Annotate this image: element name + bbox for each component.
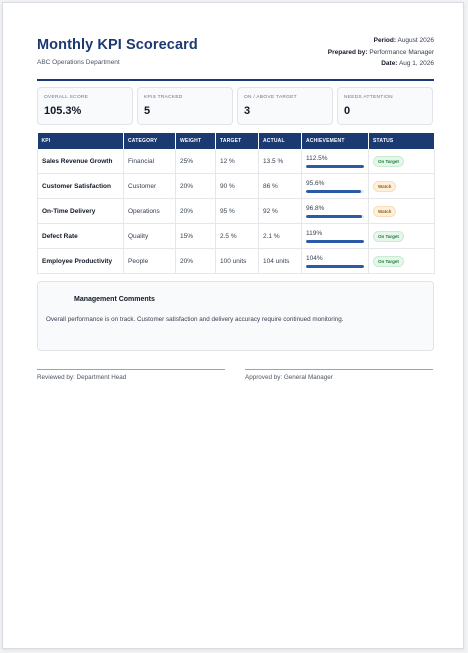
kpi-achievement: [302, 224, 369, 249]
column-header-achievement: ACHIEVEMENT: [302, 133, 369, 149]
comments-body: Overall performance is on track. Customer satisfaction and delivery accuracy require continued monitoring.: [46, 316, 344, 323]
kpi-achievement: [302, 249, 369, 274]
kpi-actual: 86 %: [259, 174, 302, 199]
achievement-bar-fill: [306, 240, 364, 243]
kpi-weight: 20%: [176, 199, 216, 224]
achievement-bar-fill: [306, 215, 362, 218]
kpi-name: Customer Satisfaction: [38, 174, 124, 199]
kpi-table: [37, 133, 435, 274]
summary-card-on-target: [237, 87, 333, 125]
date-line: [328, 58, 434, 70]
scorecard-page: [2, 2, 464, 649]
period-line: [328, 35, 434, 47]
summary-card-value: 105.3%: [44, 105, 82, 117]
kpi-category: Quality: [124, 224, 176, 249]
period-label: Period:: [373, 37, 397, 44]
summary-card-kpis-tracked: [137, 87, 233, 125]
kpi-achievement: [302, 174, 369, 199]
status-badge: On Target: [373, 256, 404, 267]
kpi-weight: 25%: [176, 149, 216, 174]
kpi-achievement: [302, 199, 369, 224]
kpi-status: [369, 199, 435, 224]
kpi-category: Operations: [124, 199, 176, 224]
date-value: Aug 1, 2026: [398, 60, 434, 67]
summary-cards: [37, 87, 434, 125]
kpi-name: Sales Revenue Growth: [38, 149, 124, 174]
kpi-name: Defect Rate: [38, 224, 124, 249]
summary-card-overall-score: [37, 87, 133, 125]
achievement-value: 96.8%: [306, 204, 325, 212]
comments-title: Management Comments: [74, 296, 155, 303]
kpi-actual: 104 units: [259, 249, 302, 274]
kpi-weight: 15%: [176, 224, 216, 249]
signature-approved-label: Approved by: General Manager: [245, 374, 333, 381]
achievement-bar: [306, 215, 364, 218]
column-header-target: TARGET: [216, 133, 259, 149]
prepared-value: Performance Manager: [369, 48, 434, 56]
summary-card-label: OVERALL SCORE: [44, 95, 89, 100]
status-badge: On Target: [373, 231, 404, 242]
signature-approved: [245, 369, 433, 381]
kpi-target: 95 %: [216, 199, 259, 224]
table-header-row: [38, 133, 435, 149]
report-header: [35, 33, 434, 79]
kpi-category: Financial: [124, 149, 176, 174]
kpi-target: 12 %: [216, 149, 259, 174]
kpi-name: Employee Productivity: [38, 249, 124, 274]
kpi-weight: 20%: [176, 174, 216, 199]
kpi-status: [369, 174, 435, 199]
prepared-label: Prepared by:: [327, 48, 368, 56]
date-label: Date:: [381, 60, 398, 67]
achievement-bar-fill: [306, 265, 364, 268]
achievement-value: 112.5%: [306, 154, 328, 162]
kpi-status: [369, 249, 435, 274]
period-value: August 2026: [397, 37, 434, 44]
management-comments: [37, 281, 434, 351]
summary-card-needs-attention: [337, 87, 433, 125]
summary-card-value: 0: [344, 105, 351, 117]
column-header-kpi: KPI: [38, 133, 124, 149]
achievement-bar: [306, 265, 364, 268]
status-badge: Watch: [373, 206, 396, 217]
kpi-weight: 20%: [176, 249, 216, 274]
signature-reviewed: [37, 369, 225, 381]
kpi-target: 2.5 %: [216, 224, 259, 249]
report-meta: [328, 35, 434, 70]
header-divider: [37, 79, 434, 81]
kpi-actual: 13.5 %: [259, 149, 302, 174]
table-row: [38, 174, 435, 199]
achievement-bar-fill: [306, 165, 364, 168]
achievement-bar-fill: [306, 190, 361, 193]
column-header-actual: ACTUAL: [259, 133, 302, 149]
achievement-bar: [306, 165, 364, 168]
summary-card-value: 3: [244, 105, 251, 117]
table-row: [38, 249, 435, 274]
kpi-actual: 92 %: [259, 199, 302, 224]
signature-reviewed-label: Reviewed by: Department Head: [37, 374, 127, 381]
kpi-category: People: [124, 249, 176, 274]
column-header-status: STATUS: [369, 133, 435, 149]
achievement-bar: [306, 240, 364, 243]
kpi-category: Customer: [124, 174, 176, 199]
summary-card-label: NEEDS ATTENTION: [344, 95, 393, 100]
summary-card-value: 5: [144, 105, 151, 117]
column-header-category: CATEGORY: [124, 133, 176, 149]
prepared-line: [328, 47, 434, 59]
kpi-name: On-Time Delivery: [38, 199, 124, 224]
kpi-actual: 2.1 %: [259, 224, 302, 249]
status-badge: On Target: [373, 156, 404, 167]
kpi-target: 90 %: [216, 174, 259, 199]
summary-card-label: KPIS TRACKED: [144, 95, 183, 100]
kpi-status: [369, 224, 435, 249]
kpi-achievement: [302, 149, 369, 174]
summary-card-label: ON / ABOVE TARGET: [244, 95, 297, 100]
page-title: Monthly KPI Scorecard: [37, 37, 198, 53]
achievement-value: 104%: [306, 254, 323, 262]
kpi-target: 100 units: [216, 249, 259, 274]
table-row: [38, 224, 435, 249]
status-badge: Watch: [373, 181, 396, 192]
achievement-value: 95.6%: [306, 179, 325, 187]
kpi-status: [369, 149, 435, 174]
column-header-weight: WEIGHT: [176, 133, 216, 149]
table-row: [38, 149, 435, 174]
achievement-value: 119%: [306, 229, 323, 237]
table-row: [38, 199, 435, 224]
achievement-bar: [306, 190, 364, 193]
department-name: ABC Operations Department: [37, 59, 120, 66]
